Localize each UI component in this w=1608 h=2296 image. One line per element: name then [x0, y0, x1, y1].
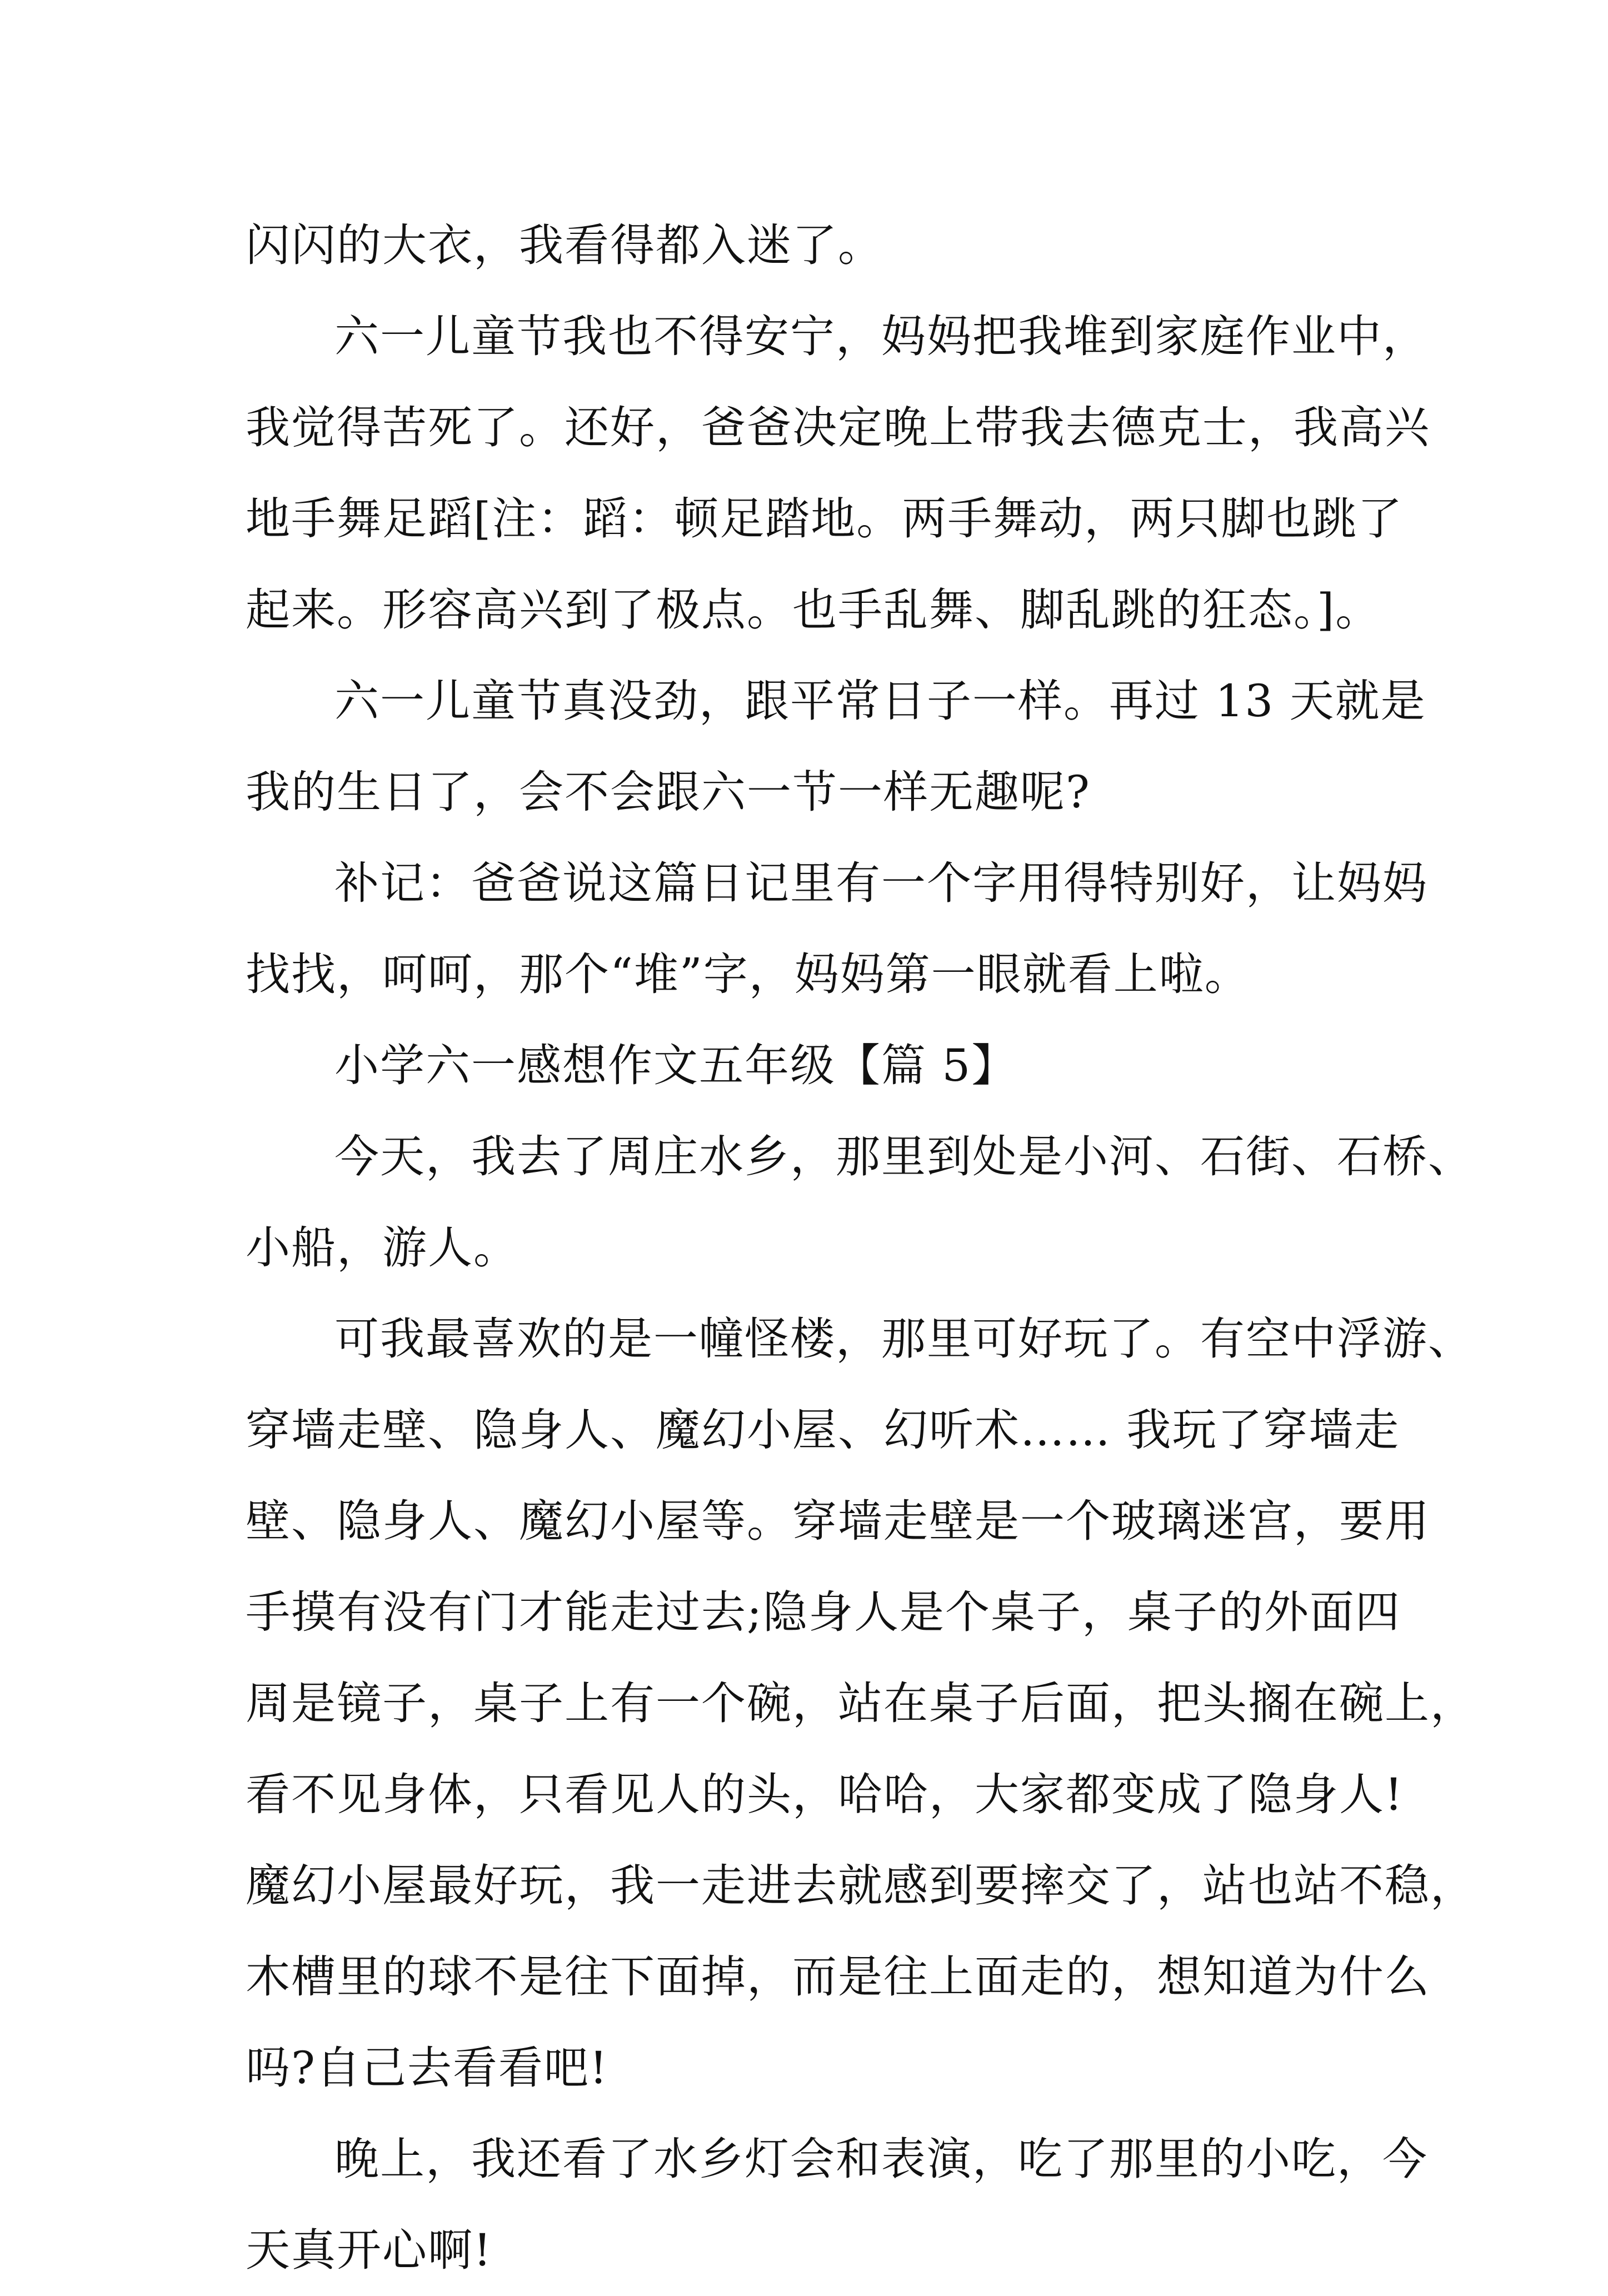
text-line-13: 可我最喜欢的是一幢怪楼，那里可好玩了。有空中浮游、: [334, 1313, 1474, 1365]
text-line-17: 周是镜子，桌子上有一个碗，站在桌子后面，把头搁在碗上，: [246, 1678, 1476, 1729]
text-line-20: 木槽里的球不是往下面掉，而是往上面走的，想知道为什么: [246, 1951, 1430, 2003]
text-line-18: 看不见身体，只看见人的头，哈哈，大家都变成了隐身人!: [246, 1769, 1404, 1820]
text-line-4: 地手舞足蹈[注：蹈：顿足踏地。两手舞动，两只脚也跳了: [246, 493, 1404, 545]
text-line-6: 六一儿童节真没劲，跟平常日子一样。再过 13 天就是: [334, 675, 1426, 727]
text-line-23: 天真开心啊!: [246, 2224, 493, 2276]
text-line-22: 晚上，我还看了水乡灯会和表演，吃了那里的小吃，今: [334, 2133, 1428, 2185]
text-line-5: 起来。形容高兴到了极点。也手乱舞、脚乱跳的狂态。]。: [246, 584, 1381, 636]
text-line-1: 闪闪的大衣，我看得都入迷了。: [246, 219, 883, 271]
text-line-19: 魔幻小屋最好玩，我一走进去就感到要摔交了，站也站不稳，: [246, 1860, 1476, 1911]
text-line-14: 穿墙走壁、隐身人、魔幻小屋、幻听术…… 我玩了穿墙走: [246, 1404, 1400, 1456]
text-line-8: 补记：爸爸说这篇日记里有一个字用得特别好，让妈妈: [334, 857, 1428, 909]
text-line-7: 我的生日了，会不会跟六一节一样无趣呢?: [246, 766, 1091, 818]
section-heading: 小学六一感想作文五年级【篇 5】: [334, 1040, 1017, 1091]
text-line-11: 今天，我去了周庄水乡，那里到处是小河、石街、石桥、: [334, 1131, 1474, 1182]
document-body: [246, 200, 1476, 2296]
text-line-2: 六一儿童节我也不得安宁，妈妈把我堆到家庭作业中，: [334, 311, 1428, 362]
text-line-21: 吗?自己去看看吧!: [246, 2042, 609, 2094]
text-line-3: 我觉得苦死了。还好，爸爸决定晚上带我去德克士，我高兴: [246, 402, 1430, 453]
text-line-16: 手摸有没有门才能走过去;隐身人是个桌子，桌子的外面四: [246, 1586, 1401, 1638]
text-line-12: 小船，游人。: [246, 1222, 519, 1274]
text-line-9: 找找，呵呵，那个“堆”字，妈妈第一眼就看上啦。: [246, 949, 1250, 1000]
text-line-15: 壁、隐身人、魔幻小屋等。穿墙走壁是一个玻璃迷宫，要用: [246, 1495, 1430, 1547]
